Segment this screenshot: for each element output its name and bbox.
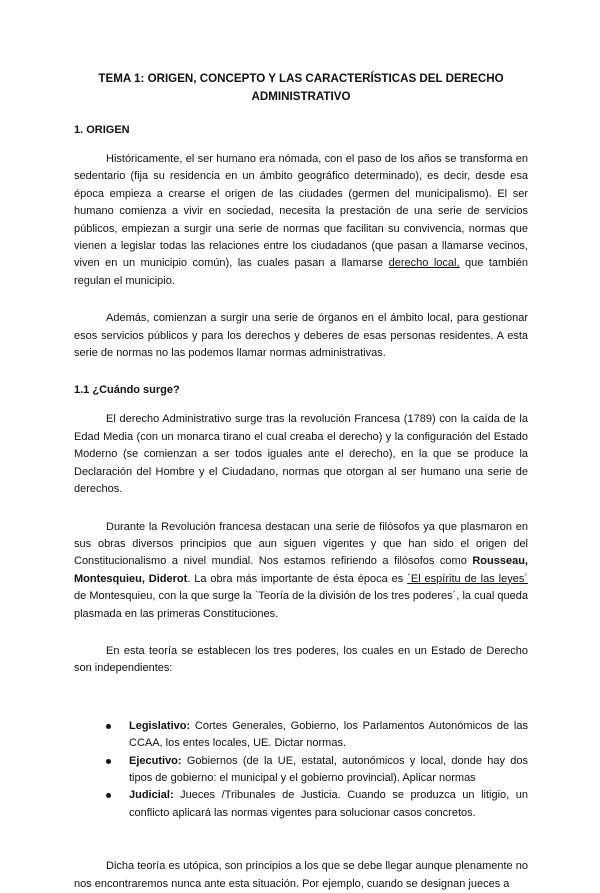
title-line-1: TEMA 1: ORIGEN, CONCEPTO Y LAS CARACTERÍSTICAS DEL DERECHO [98, 72, 504, 85]
paragraph-cuando-1: El derecho Administrativo surge tras la revolución Francesa (1789) con la caída de la Edad Media (con un monarca tirano el cual creaba el derecho) y la configuración del Estado Moderno (se comienzan a ser todos iguales ante el derecho), en la que se produce la Declaración del Hombre y el Ciudadano, normas que otorgan al ser humano una serie de derechos. [74, 413, 528, 496]
bullet-icon [106, 759, 111, 764]
list-item-label: Ejecutivo: [129, 754, 182, 767]
list-item-legislativo [106, 718, 528, 753]
bold-philosophers: Rousseau, Montesquieu, Diderot [74, 555, 528, 585]
list-item-label: Legislativo: [129, 719, 191, 732]
list-item-label: Judicial: [129, 789, 174, 802]
list-item-text: Gobiernos (de la UE, estatal, autonómicos y local, donde hay dos tipos de gobierno: el municipal y el gobierno provincial). Aplicar normas [129, 754, 528, 784]
bullet-icon [106, 793, 111, 798]
underlined-work-title: ´El espíritu de las leyes´ [407, 572, 528, 585]
text-run: Históricamente, el ser humano era nómada, con el paso de los años se transforma en sedentario (fija su residencia en un ámbito geográfico determinado), es decir, desde esa época empieza a crearse el origen de las ciudades (germen del municipalismo). El ser humano comienza a vivir en sociedad, necesita la prestación de una serie de servicios públicos, empiezan a surgir una serie de normas que facilitan su convivencia, normas que vienen a legislar todas las relaciones entre los ciudadanos (que pasan a llamarse vecinos, viven en un municipio común), las cuales pasan a llamarse [74, 153, 528, 270]
list-item-text: Jueces /Tribunales de Justicia. Cuando se produzca un litigio, un conflicto aplicará las normas vigentes para solucionar casos concretos. [129, 789, 528, 819]
document-title [74, 70, 528, 106]
section-heading-origen: 1. ORIGEN [74, 124, 130, 136]
section-heading-cuando-surge: 1.1 ¿Cuándo surge? [74, 384, 180, 397]
paragraph-cuando-2 [74, 519, 528, 623]
list-item-judicial [106, 787, 528, 822]
title-line-2: ADMINISTRATIVO [251, 90, 351, 103]
text-run: . La obra más importante de ésta época es [187, 572, 408, 585]
bullet-icon [106, 724, 111, 729]
poderes-list [74, 718, 528, 822]
text-run: Durante la Revolución francesa destacan una serie de filósofos ya que plasmaron en sus obras diversos principios que aun siguen vigentes y que han sido el origen del Constitucionalismo a nivel mundial. Nos estamos refiriendo a filósofos como [74, 520, 528, 568]
text-run: de Montesquieu, con la que surge la `Teoría de la división de los tres poderes´, la cual queda plasmada en las primeras Constituciones. [74, 590, 528, 620]
paragraph-origen-2: Además, comienzan a surgir una serie de órganos en el ámbito local, para gestionar esos servicios públicos y para los derechos y deberes de esas personas residentes. A esta serie de normas no las podemos llamar normas administrativas. [74, 312, 528, 360]
paragraph-origen-1 [74, 151, 528, 290]
underlined-term-derecho-local: derecho local, [388, 257, 460, 270]
paragraph-cuando-4: Dicha teoría es utópica, son principios a los que se debe llegar aunque plenamente no nos encontraremos nunca ante esta situación. Por ejemplo, cuando se designan jueces a [74, 860, 528, 890]
spacer [74, 698, 528, 718]
list-item-text: Cortes Generales, Gobierno, los Parlamentos Autonómicos de las CCAA, los entes locales, UE. Dictar normas. [129, 719, 528, 750]
list-item-ejecutivo [106, 753, 528, 788]
paragraph-cuando-3: En esta teoría se establecen los tres poderes, los cuales en un Estado de Derecho son independientes: [74, 644, 528, 675]
text-run: que también regulan el municipio. [74, 257, 528, 287]
